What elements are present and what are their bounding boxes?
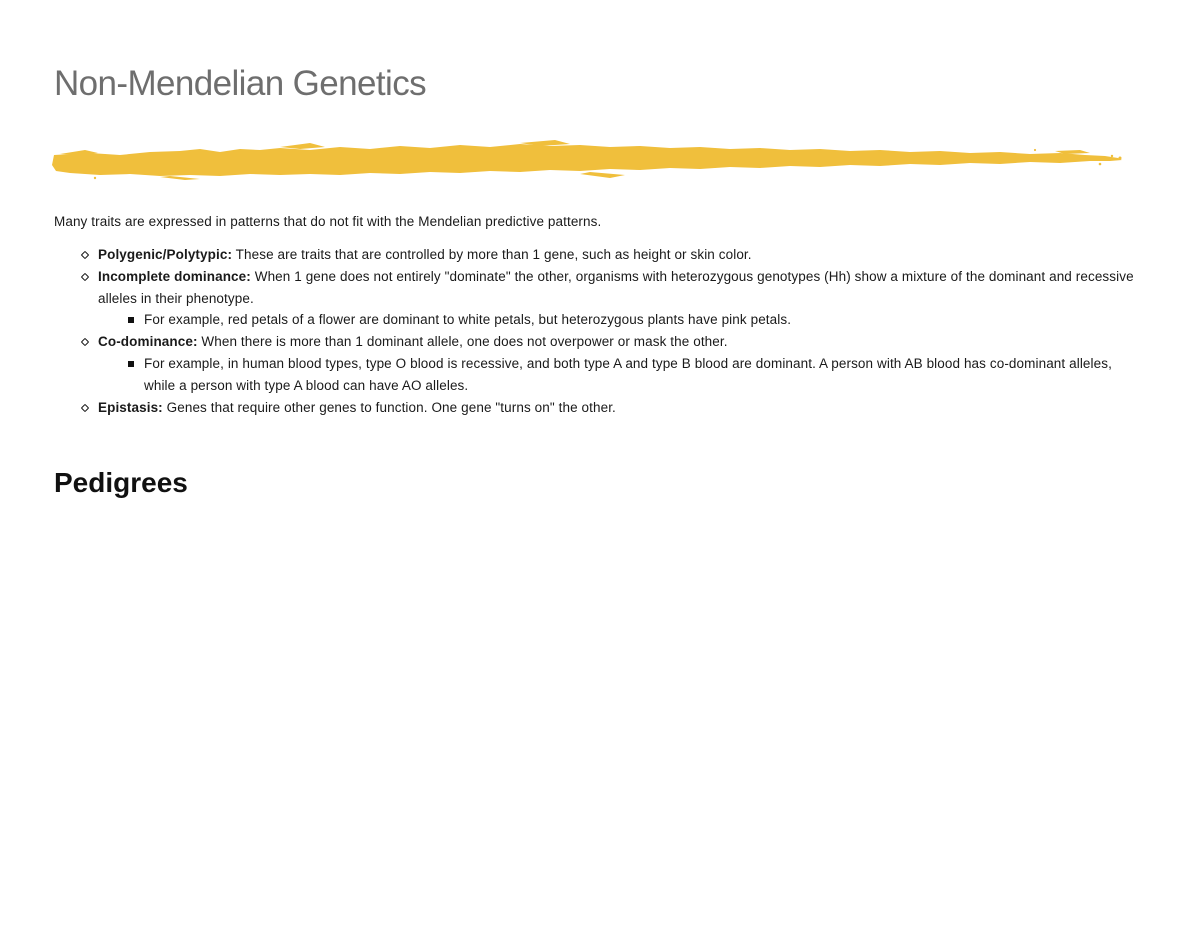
list-item bbox=[80, 397, 1140, 419]
diamond-bullet-icon bbox=[81, 251, 89, 259]
sub-list-item bbox=[98, 309, 1140, 331]
trait-list bbox=[80, 244, 1140, 418]
section-heading: Pedigrees bbox=[54, 467, 188, 498]
sub-list bbox=[98, 353, 1140, 397]
list-item-term: Co-dominance: bbox=[98, 334, 198, 350]
square-bullet-icon bbox=[128, 317, 134, 323]
intro-paragraph: Many traits are expressed in patterns that do not fit with the Mendelian predictive patterns. bbox=[54, 214, 602, 229]
brush-stroke-divider bbox=[50, 138, 1125, 186]
sub-list-item-text: For example, red petals of a flower are dominant to white petals, but heterozygous plants have pink petals. bbox=[144, 312, 792, 328]
list-item-text: These are traits that are controlled by more than 1 gene, such as height or skin color. bbox=[232, 247, 752, 262]
list-item-text: When 1 gene does not entirely "dominate" the other, organisms with heterozygous genotypes (Hh) show a mixture of the dominant and recessive alleles in their phenotype. bbox=[98, 268, 1134, 306]
sub-list bbox=[98, 309, 1140, 331]
diamond-bullet-icon bbox=[81, 403, 89, 411]
diamond-bullet-icon bbox=[81, 273, 89, 281]
sub-list-item-text: For example, in human blood types, type O blood is recessive, and both type A and type B blood are dominant. A person with AB blood has co-dominant alleles, while a person with type A blood can have AO alleles. bbox=[144, 355, 1112, 393]
list-item bbox=[80, 266, 1140, 331]
square-bullet-icon bbox=[128, 361, 134, 367]
list-item-text: When there is more than 1 dominant allele, one does not overpower or mask the other. bbox=[197, 334, 728, 350]
list-item-text: Genes that require other genes to function. One gene "turns on" the other. bbox=[162, 399, 616, 415]
page-title: Non-Mendelian Genetics bbox=[54, 64, 427, 103]
list-item bbox=[80, 331, 1140, 396]
sub-list-item bbox=[98, 353, 1140, 397]
diamond-bullet-icon bbox=[81, 338, 89, 346]
list-item bbox=[80, 244, 1140, 266]
list-item-term: Polygenic/Polytypic: bbox=[98, 247, 233, 262]
list-item-term: Epistasis: bbox=[98, 399, 163, 415]
list-item-term: Incomplete dominance: bbox=[98, 268, 251, 284]
